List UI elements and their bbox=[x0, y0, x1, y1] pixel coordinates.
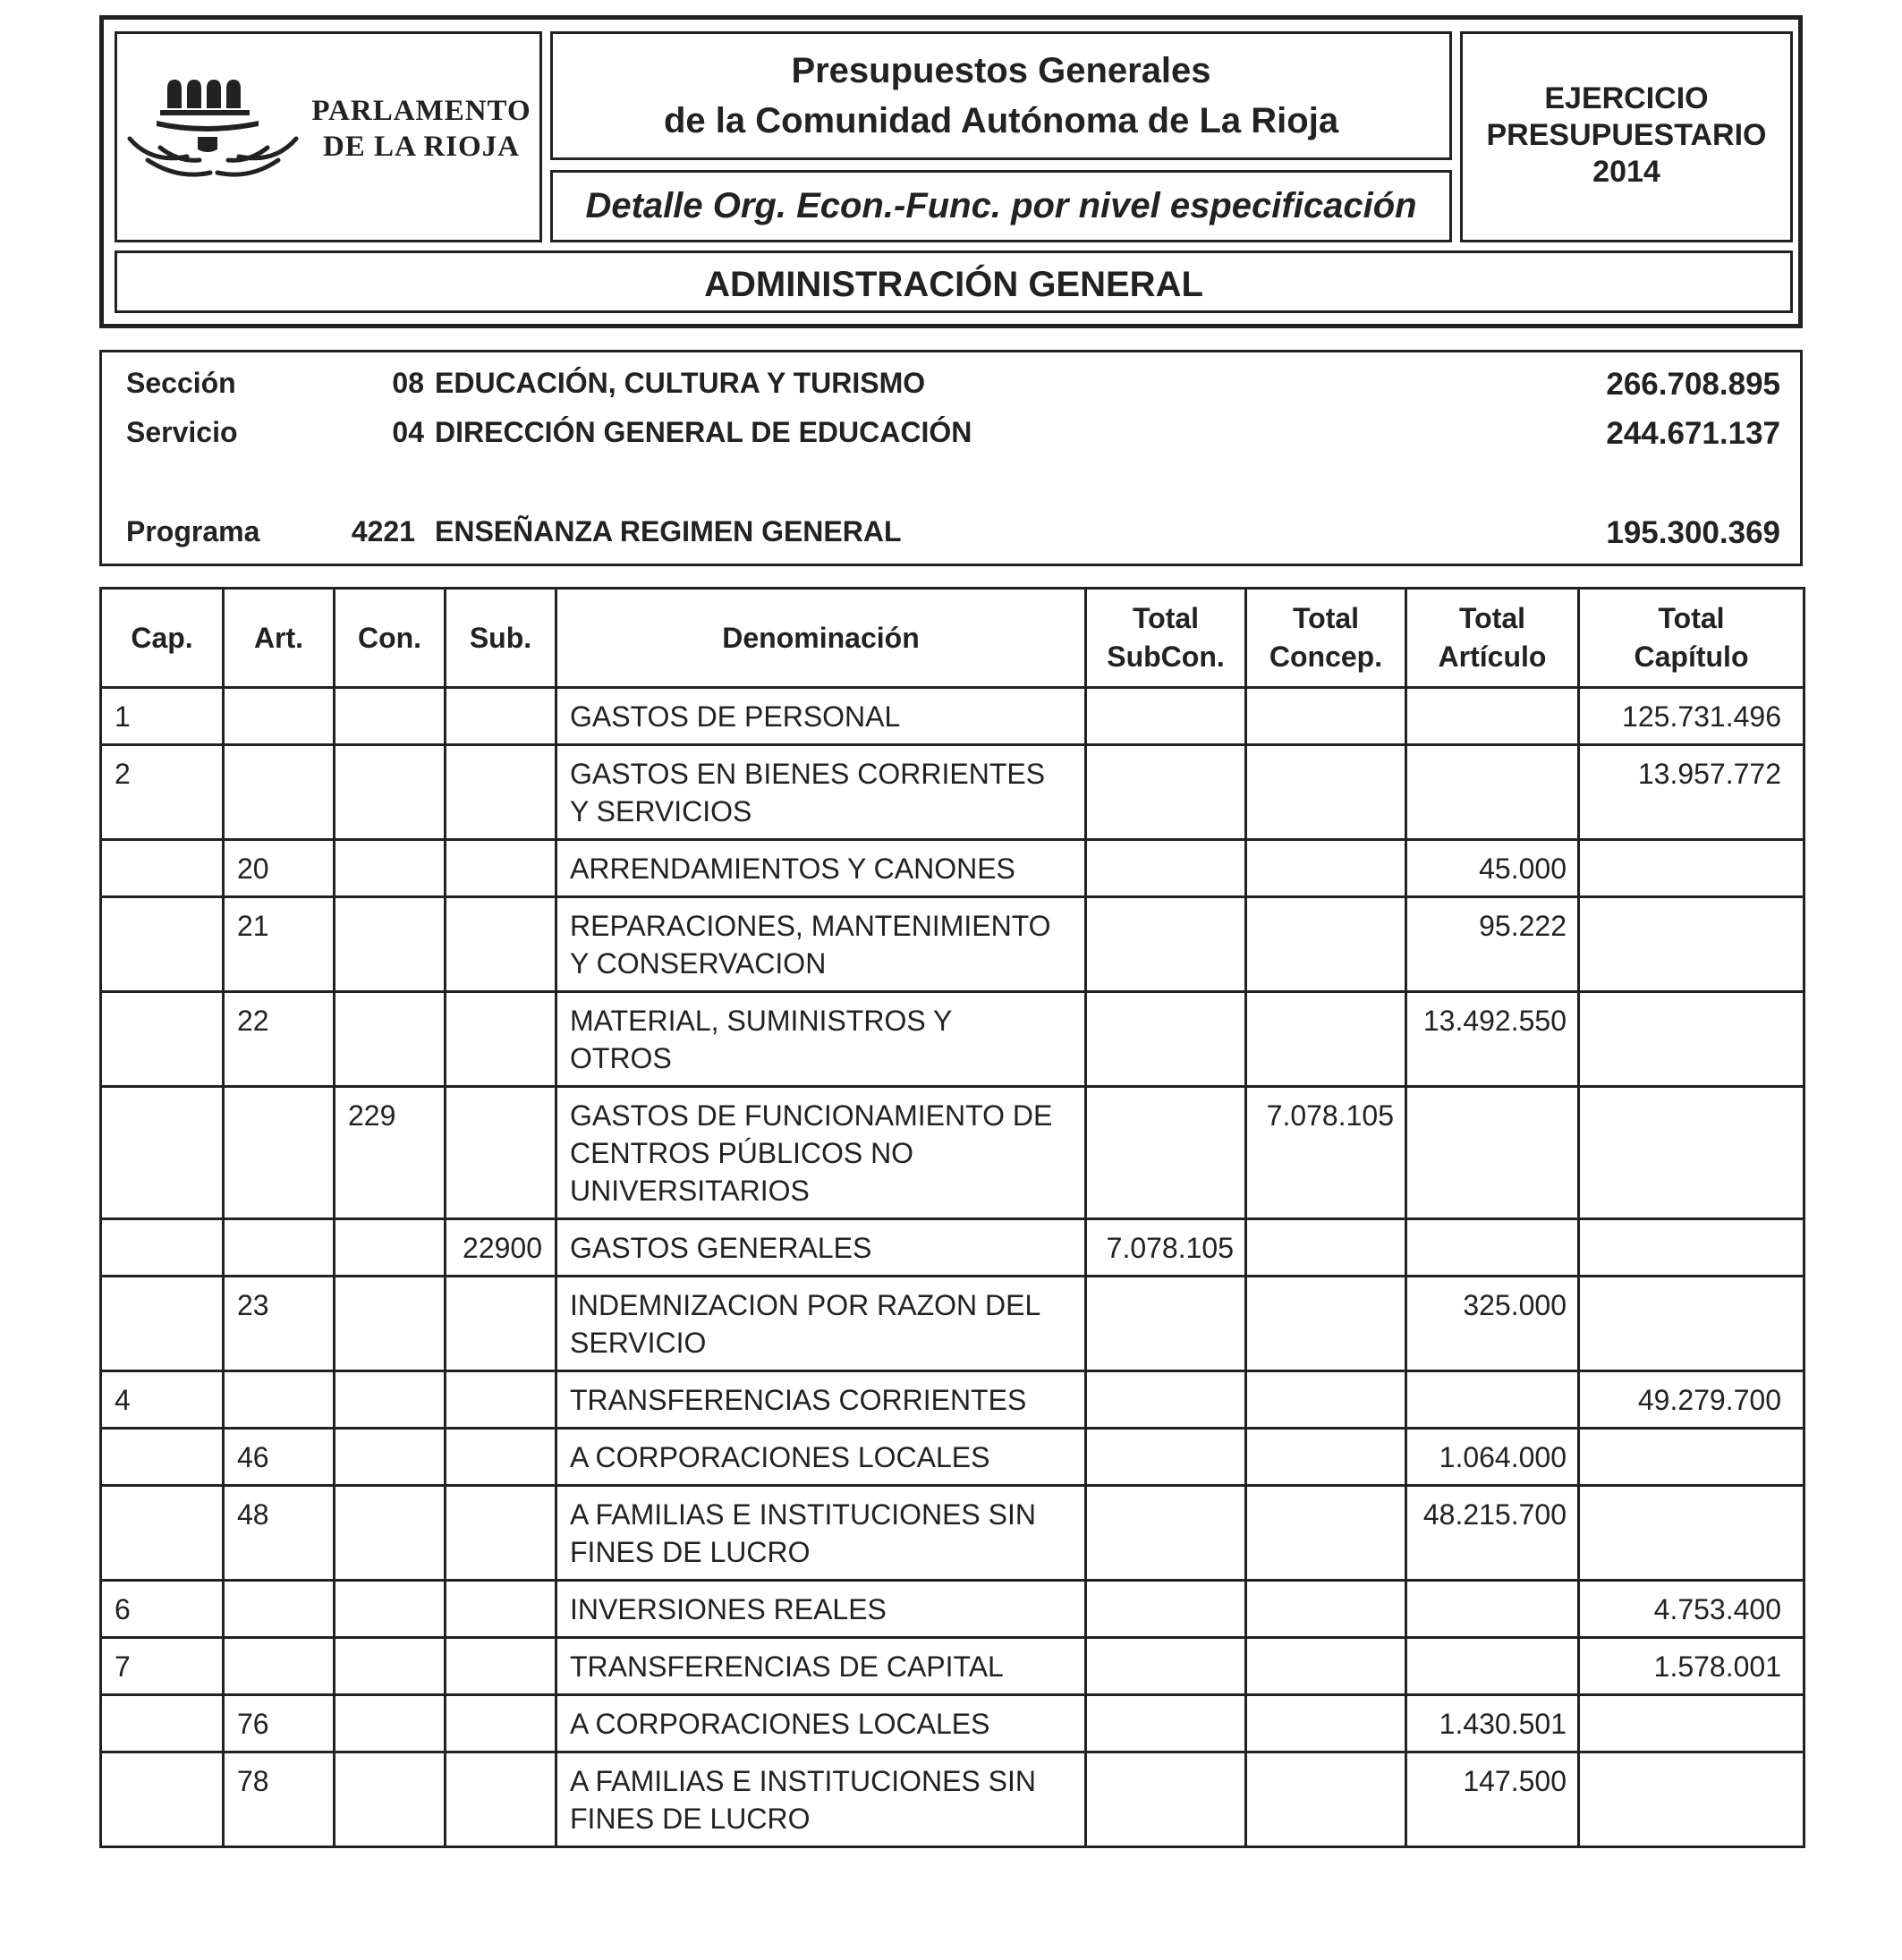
cell-con bbox=[335, 992, 446, 1087]
cell-total-concep: 7.078.105 bbox=[1246, 1087, 1406, 1219]
cell-denominacion: GASTOS DE PERSONAL bbox=[556, 688, 1086, 745]
cell-sub bbox=[446, 1429, 556, 1486]
cell-con bbox=[335, 688, 446, 745]
col-header-sub: Sub. bbox=[446, 589, 556, 688]
cell-con bbox=[335, 1486, 446, 1581]
cell-total-concep bbox=[1246, 1486, 1406, 1581]
cell-total-concep bbox=[1246, 1581, 1406, 1638]
col-header-total-capitulo bbox=[1579, 589, 1804, 688]
cell-denominacion: A FAMILIAS E INSTITUCIONES SIN FINES DE LUCRO bbox=[556, 1752, 1086, 1847]
cell-total-capitulo: 13.957.772 bbox=[1579, 745, 1804, 840]
cell-total-subcon bbox=[1086, 1371, 1246, 1429]
table-row bbox=[101, 1277, 1804, 1371]
cell-art bbox=[224, 1219, 335, 1277]
col-header-total-concep-line2: Concep. bbox=[1269, 641, 1383, 673]
cell-total-concep bbox=[1246, 1638, 1406, 1695]
cell-con bbox=[335, 1752, 446, 1847]
cell-con: 229 bbox=[335, 1087, 446, 1219]
servicio-name: DIRECCIÓN GENERAL DE EDUCACIÓN bbox=[435, 416, 972, 448]
parlamento-logo-icon bbox=[124, 74, 303, 182]
cell-denominacion: A FAMILIAS E INSTITUCIONES SIN FINES DE LUCRO bbox=[556, 1486, 1086, 1581]
table-row bbox=[101, 1371, 1804, 1429]
ejercicio-year: 2014 bbox=[1592, 155, 1660, 189]
cell-total-articulo: 1.064.000 bbox=[1406, 1429, 1579, 1486]
cell-total-articulo bbox=[1406, 1581, 1579, 1638]
cell-sub bbox=[446, 688, 556, 745]
cell-total-subcon bbox=[1086, 1087, 1246, 1219]
cell-cap bbox=[101, 1087, 224, 1219]
cell-art: 23 bbox=[224, 1277, 335, 1371]
col-header-total-articulo-line2: Artículo bbox=[1438, 641, 1547, 673]
cell-total-articulo bbox=[1406, 745, 1579, 840]
cell-total-subcon bbox=[1086, 992, 1246, 1087]
cell-con bbox=[335, 1219, 446, 1277]
cell-total-subcon bbox=[1086, 1752, 1246, 1847]
cell-con bbox=[335, 1429, 446, 1486]
cell-con bbox=[335, 1695, 446, 1752]
cell-total-capitulo bbox=[1579, 1087, 1804, 1219]
program-info bbox=[99, 350, 1803, 566]
cell-denominacion: A CORPORACIONES LOCALES bbox=[556, 1429, 1086, 1486]
title-box bbox=[550, 31, 1452, 160]
col-header-con: Con. bbox=[335, 589, 446, 688]
cell-denominacion: GASTOS EN BIENES CORRIENTES Y SERVICIOS bbox=[556, 745, 1086, 840]
cell-total-articulo bbox=[1406, 1638, 1579, 1695]
cell-total-articulo bbox=[1406, 1371, 1579, 1429]
table-body bbox=[101, 688, 1804, 1847]
org-name-line2: DE LA RIOJA bbox=[322, 131, 521, 163]
cell-denominacion: REPARACIONES, MANTENIMIENTO Y CONSERVACION bbox=[556, 897, 1086, 992]
cell-con bbox=[335, 897, 446, 992]
cell-total-articulo: 48.215.700 bbox=[1406, 1486, 1579, 1581]
cell-total-concep bbox=[1246, 745, 1406, 840]
servicio-label: Servicio bbox=[126, 416, 238, 448]
cell-sub bbox=[446, 1087, 556, 1219]
cell-total-subcon bbox=[1086, 840, 1246, 897]
col-header-denominacion: Denominación bbox=[556, 589, 1086, 688]
cell-art: 22 bbox=[224, 992, 335, 1087]
org-name-line1: PARLAMENTO bbox=[311, 95, 531, 127]
cell-total-subcon: 7.078.105 bbox=[1086, 1219, 1246, 1277]
cell-art bbox=[224, 1371, 335, 1429]
cell-total-capitulo bbox=[1579, 1752, 1804, 1847]
cell-total-concep bbox=[1246, 840, 1406, 897]
cell-total-concep bbox=[1246, 1219, 1406, 1277]
cell-cap bbox=[101, 1429, 224, 1486]
cell-denominacion: GASTOS DE FUNCIONAMIENTO DE CENTROS PÚBLICOS NO UNIVERSITARIOS bbox=[556, 1087, 1086, 1219]
budget-table-wrapper bbox=[99, 587, 1805, 1848]
cell-con bbox=[335, 745, 446, 840]
ejercicio-line1: EJERCICIO bbox=[1544, 81, 1709, 115]
cell-cap: 4 bbox=[101, 1371, 224, 1429]
table-row bbox=[101, 745, 1804, 840]
cell-sub bbox=[446, 1371, 556, 1429]
table-header-row bbox=[101, 589, 1804, 688]
cell-total-articulo bbox=[1406, 688, 1579, 745]
org-name bbox=[305, 93, 538, 165]
cell-total-concep bbox=[1246, 1752, 1406, 1847]
cell-sub: 22900 bbox=[446, 1219, 556, 1277]
cell-con bbox=[335, 1581, 446, 1638]
cell-cap bbox=[101, 992, 224, 1087]
admin-title: ADMINISTRACIÓN GENERAL bbox=[704, 264, 1203, 304]
cell-total-capitulo bbox=[1579, 897, 1804, 992]
cell-art: 21 bbox=[224, 897, 335, 992]
cell-total-capitulo: 1.578.001 bbox=[1579, 1638, 1804, 1695]
cell-con bbox=[335, 1371, 446, 1429]
cell-total-subcon bbox=[1086, 1486, 1246, 1581]
col-header-total-articulo-line1: Total bbox=[1458, 602, 1526, 634]
cell-denominacion: ARRENDAMIENTOS Y CANONES bbox=[556, 840, 1086, 897]
cell-cap bbox=[101, 1277, 224, 1371]
cell-total-capitulo: 49.279.700 bbox=[1579, 1371, 1804, 1429]
cell-sub bbox=[446, 1277, 556, 1371]
col-header-total-capitulo-line1: Total bbox=[1658, 602, 1725, 634]
seccion-amount: 266.708.895 bbox=[1606, 367, 1780, 402]
cell-total-concep bbox=[1246, 1429, 1406, 1486]
seccion-row bbox=[102, 367, 1800, 403]
cell-total-concep bbox=[1246, 992, 1406, 1087]
cell-art: 48 bbox=[224, 1486, 335, 1581]
cell-total-capitulo: 4.753.400 bbox=[1579, 1581, 1804, 1638]
programa-amount: 195.300.369 bbox=[1606, 515, 1780, 550]
cell-total-concep bbox=[1246, 1371, 1406, 1429]
table-row bbox=[101, 1581, 1804, 1638]
table-row bbox=[101, 1486, 1804, 1581]
cell-denominacion: INDEMNIZACION POR RAZON DEL SERVICIO bbox=[556, 1277, 1086, 1371]
col-header-cap: Cap. bbox=[101, 589, 224, 688]
cell-sub bbox=[446, 1486, 556, 1581]
cell-con bbox=[335, 1638, 446, 1695]
cell-total-articulo: 147.500 bbox=[1406, 1752, 1579, 1847]
table-row bbox=[101, 840, 1804, 897]
servicio-amount: 244.671.137 bbox=[1606, 416, 1780, 451]
cell-con bbox=[335, 840, 446, 897]
cell-sub bbox=[446, 840, 556, 897]
cell-total-articulo: 45.000 bbox=[1406, 840, 1579, 897]
cell-total-concep bbox=[1246, 897, 1406, 992]
cell-total-subcon bbox=[1086, 688, 1246, 745]
col-header-total-subcon-line1: Total bbox=[1132, 602, 1200, 634]
col-header-art: Art. bbox=[224, 589, 335, 688]
seccion-name: EDUCACIÓN, CULTURA Y TURISMO bbox=[435, 367, 926, 399]
cell-total-concep bbox=[1246, 1695, 1406, 1752]
detail-subtitle: Detalle Org. Econ.-Func. por nivel especificación bbox=[585, 186, 1417, 225]
cell-art bbox=[224, 1087, 335, 1219]
cell-art bbox=[224, 1581, 335, 1638]
cell-sub bbox=[446, 992, 556, 1087]
cell-total-subcon bbox=[1086, 1581, 1246, 1638]
cell-total-subcon bbox=[1086, 897, 1246, 992]
cell-total-subcon bbox=[1086, 1695, 1246, 1752]
cell-cap: 7 bbox=[101, 1638, 224, 1695]
cell-art bbox=[224, 1638, 335, 1695]
col-header-total-concep bbox=[1246, 589, 1406, 688]
cell-total-subcon bbox=[1086, 1638, 1246, 1695]
cell-denominacion: A CORPORACIONES LOCALES bbox=[556, 1695, 1086, 1752]
cell-total-capitulo bbox=[1579, 1219, 1804, 1277]
cell-sub bbox=[446, 897, 556, 992]
col-header-total-subcon-line2: SubCon. bbox=[1107, 641, 1225, 673]
cell-art: 78 bbox=[224, 1752, 335, 1847]
cell-total-capitulo bbox=[1579, 840, 1804, 897]
cell-sub bbox=[446, 1695, 556, 1752]
cell-total-articulo bbox=[1406, 1219, 1579, 1277]
table-row bbox=[101, 992, 1804, 1087]
logo-box bbox=[115, 31, 542, 242]
programa-name: ENSEÑANZA REGIMEN GENERAL bbox=[435, 515, 902, 547]
cell-total-articulo: 325.000 bbox=[1406, 1277, 1579, 1371]
col-header-total-capitulo-line2: Capítulo bbox=[1634, 641, 1749, 673]
seccion-code: 08 bbox=[392, 367, 424, 399]
cell-denominacion: TRANSFERENCIAS CORRIENTES bbox=[556, 1371, 1086, 1429]
cell-sub bbox=[446, 1581, 556, 1638]
table-row bbox=[101, 1638, 1804, 1695]
cell-sub bbox=[446, 1752, 556, 1847]
ejercicio-box bbox=[1460, 31, 1793, 242]
cell-cap bbox=[101, 1752, 224, 1847]
table-row bbox=[101, 1695, 1804, 1752]
col-header-total-subcon bbox=[1086, 589, 1246, 688]
cell-total-articulo: 95.222 bbox=[1406, 897, 1579, 992]
document-title-line2: de la Comunidad Autónoma de La Rioja bbox=[663, 101, 1339, 140]
cell-total-capitulo: 125.731.496 bbox=[1579, 688, 1804, 745]
table-row bbox=[101, 1087, 1804, 1219]
table-row bbox=[101, 688, 1804, 745]
cell-total-capitulo bbox=[1579, 1695, 1804, 1752]
document-header bbox=[99, 15, 1803, 328]
admin-box bbox=[115, 250, 1793, 313]
cell-art: 20 bbox=[224, 840, 335, 897]
cell-cap bbox=[101, 1486, 224, 1581]
cell-total-concep bbox=[1246, 1277, 1406, 1371]
table-row bbox=[101, 1219, 1804, 1277]
cell-cap: 6 bbox=[101, 1581, 224, 1638]
cell-denominacion: MATERIAL, SUMINISTROS Y OTROS bbox=[556, 992, 1086, 1087]
cell-total-subcon bbox=[1086, 1429, 1246, 1486]
programa-label: Programa bbox=[126, 515, 260, 547]
cell-total-capitulo bbox=[1579, 992, 1804, 1087]
cell-art: 76 bbox=[224, 1695, 335, 1752]
cell-cap bbox=[101, 1219, 224, 1277]
cell-total-capitulo bbox=[1579, 1429, 1804, 1486]
cell-denominacion: GASTOS GENERALES bbox=[556, 1219, 1086, 1277]
programa-row bbox=[102, 515, 1800, 551]
table-row bbox=[101, 897, 1804, 992]
seccion-label: Sección bbox=[126, 367, 236, 399]
cell-con bbox=[335, 1277, 446, 1371]
cell-total-capitulo bbox=[1579, 1277, 1804, 1371]
document-title-line1: Presupuestos Generales bbox=[791, 51, 1211, 90]
cell-total-articulo: 1.430.501 bbox=[1406, 1695, 1579, 1752]
cell-total-articulo: 13.492.550 bbox=[1406, 992, 1579, 1087]
cell-denominacion: INVERSIONES REALES bbox=[556, 1581, 1086, 1638]
cell-art: 46 bbox=[224, 1429, 335, 1486]
cell-cap bbox=[101, 840, 224, 897]
cell-cap: 1 bbox=[101, 688, 224, 745]
cell-cap: 2 bbox=[101, 745, 224, 840]
budget-table bbox=[99, 587, 1805, 1848]
cell-total-concep bbox=[1246, 688, 1406, 745]
col-header-total-articulo bbox=[1406, 589, 1579, 688]
cell-cap bbox=[101, 1695, 224, 1752]
ejercicio-line2: PRESUPUESTARIO bbox=[1486, 118, 1767, 152]
cell-sub bbox=[446, 1638, 556, 1695]
servicio-code: 04 bbox=[392, 416, 424, 448]
cell-total-subcon bbox=[1086, 1277, 1246, 1371]
cell-cap bbox=[101, 897, 224, 992]
table-row bbox=[101, 1752, 1804, 1847]
cell-art bbox=[224, 745, 335, 840]
cell-total-subcon bbox=[1086, 745, 1246, 840]
cell-art bbox=[224, 688, 335, 745]
servicio-row bbox=[102, 416, 1800, 452]
cell-total-capitulo bbox=[1579, 1486, 1804, 1581]
cell-total-articulo bbox=[1406, 1087, 1579, 1219]
cell-sub bbox=[446, 745, 556, 840]
cell-denominacion: TRANSFERENCIAS DE CAPITAL bbox=[556, 1638, 1086, 1695]
col-header-total-concep-line1: Total bbox=[1292, 602, 1360, 634]
programa-code: 4221 bbox=[351, 515, 415, 547]
table-row bbox=[101, 1429, 1804, 1486]
detail-box bbox=[550, 170, 1452, 242]
